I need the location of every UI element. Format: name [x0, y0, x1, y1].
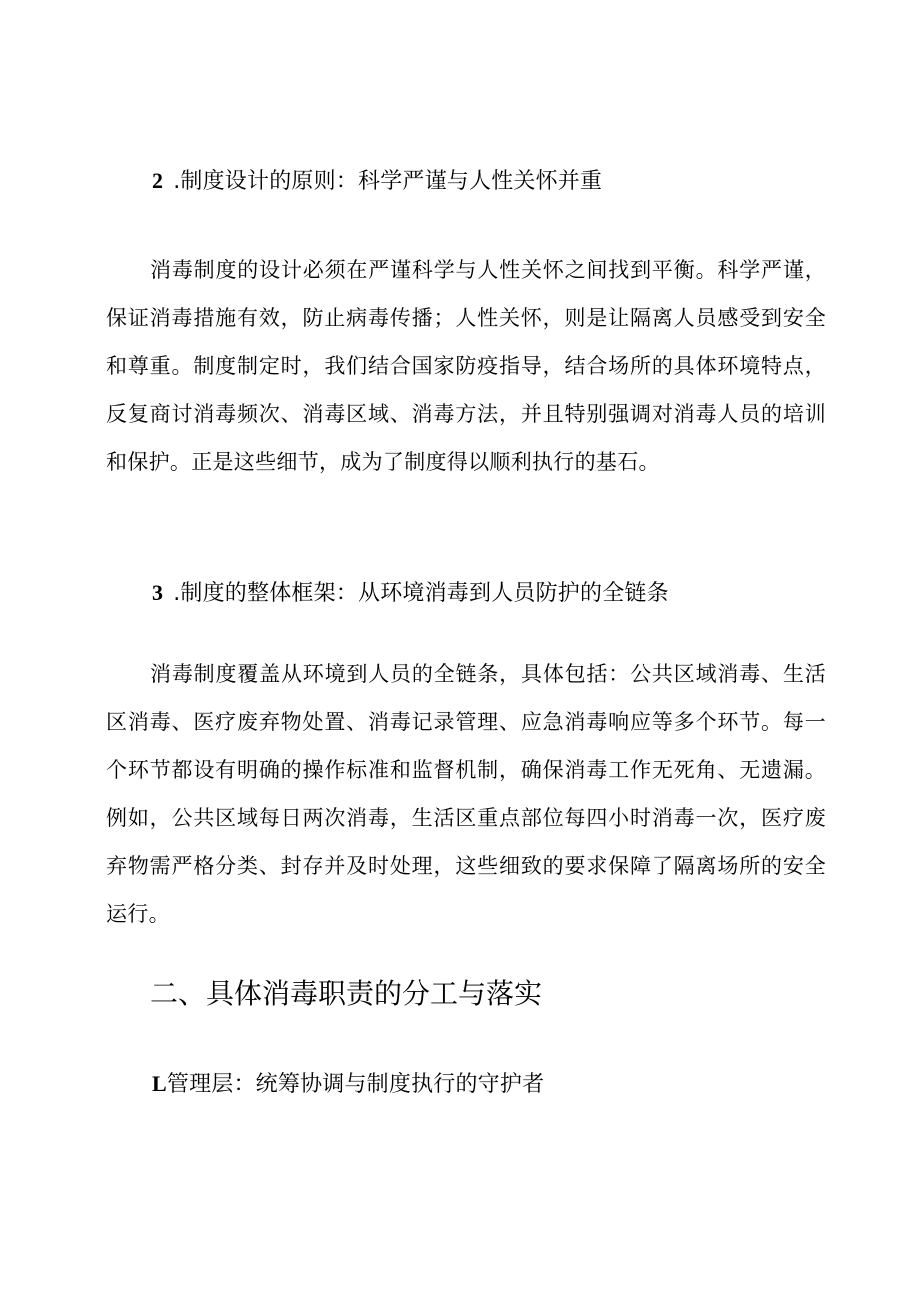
section-2-paragraph: 消毒制度的设计必须在严谨科学与人性关怀之间找到平衡。科学严谨，保证消毒措施有效，防止病毒传播；人性关怀，则是让隔离人员感受到安全和尊重。制度制定时，我们结合国家防疫指导，结合场所的具体环境特点，反复商讨消毒频次、消毒区域、消毒方法，并且特别强调对消毒人员的培训和保护。正是这些细节，成为了制度得以顺利执行的基石。 [106, 258, 826, 474]
section-2-heading [152, 166, 602, 197]
section-2-title: .制度设计的原则：科学严谨与人性关怀并重 [173, 169, 603, 194]
section-3-number: 3 [152, 580, 164, 605]
section-3-heading [152, 578, 669, 609]
subsection-1-title: 管理层：统筹协调与制度执行的守护者 [166, 1072, 545, 1097]
subsection-1-heading [152, 1069, 544, 1100]
section-3-paragraph: 消毒制度覆盖从环境到人员的全链条，具体包括：公共区域消毒、生活区消毒、医疗废弃物处置、消毒记录管理、应急消毒响应等多个环节。每一个环节都设有明确的操作标准和监督机制，确保消毒工作无死角、无遗漏。例如，公共区域每日两次消毒，生活区重点部位每四小时消毒一次，医疗废弃物需严格分类、封存并及时处理，这些细致的要求保障了隔离场所的安全运行。 [106, 662, 826, 926]
section-2-number: 2 [152, 168, 164, 193]
subsection-1-number: L [152, 1071, 167, 1096]
chapter-2-heading: 二、具体消毒职责的分工与落实 [150, 977, 543, 1010]
section-3-title: .制度的整体框架：从环境消毒到人员防护的全链条 [173, 581, 669, 606]
